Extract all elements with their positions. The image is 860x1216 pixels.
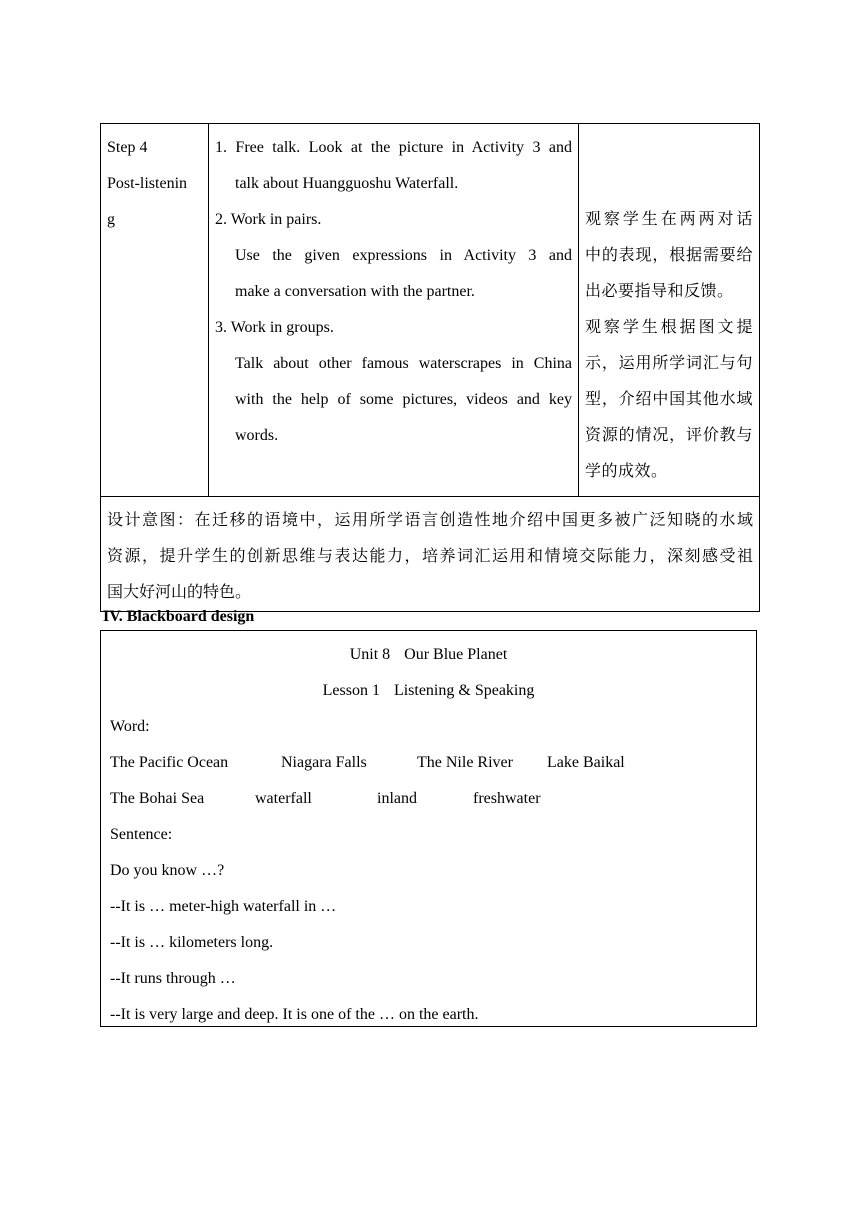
words-row <box>110 781 747 817</box>
activity-line: Use the given expressions in Activity 3 and <box>235 247 572 264</box>
lesson-title: Listening & Speaking <box>393 682 535 699</box>
evaluation-cell <box>579 124 760 497</box>
design-intent-line: 资源，提升学生的创新思维与表达能力，培养词汇运用和情境交际能力，深刻感受祖 <box>107 548 753 565</box>
step-label: Step 4 <box>107 139 148 156</box>
evaluation-line: 型，介绍中国其他水域 <box>585 391 753 408</box>
sentence-line: --It is very large and deep. It is one of the … on the earth. <box>110 1006 479 1023</box>
word-item: The Nile River <box>417 754 513 771</box>
word-item: Niagara Falls <box>281 754 367 771</box>
sentence-label: Sentence: <box>110 826 173 843</box>
activity-line: words. <box>235 427 279 444</box>
evaluation-spacer <box>585 166 753 202</box>
unit-title-line <box>110 637 747 673</box>
step-4-row <box>101 124 760 497</box>
unit-label: Unit 8 <box>349 646 391 663</box>
activity-line: 1. Free talk. Look at the picture in Activity 3 and <box>215 139 572 156</box>
evaluation-line: 资源的情况，评价教与 <box>585 427 753 444</box>
design-intent-line: 国大好河山的特色。 <box>107 584 252 601</box>
sentence-line: Do you know …? <box>110 862 225 879</box>
design-intent-cell <box>101 497 760 612</box>
design-intent-row <box>101 497 760 612</box>
step-name: Post-listenin <box>107 175 188 192</box>
blackboard-design-box <box>100 630 757 1027</box>
evaluation-line: 观察学生根据图文提 <box>585 319 753 336</box>
step-cell <box>101 124 209 497</box>
word-item: Lake Baikal <box>547 754 625 771</box>
activities-cell <box>209 124 579 497</box>
word-item: The Bohai Sea <box>110 790 205 807</box>
word-label: Word: <box>110 718 150 735</box>
unit-title: Our Blue Planet <box>404 646 508 663</box>
lesson-title-line <box>110 673 747 709</box>
evaluation-line: 中的表现，根据需要给 <box>585 247 753 264</box>
activity-spacer <box>215 454 572 490</box>
activity-line: 3. Work in groups. <box>215 319 334 336</box>
evaluation-spacer <box>585 130 753 166</box>
evaluation-line: 学的成效。 <box>585 463 668 480</box>
activity-line: 2. Work in pairs. <box>215 211 322 228</box>
sentence-line: --It is … meter-high waterfall in … <box>110 898 337 915</box>
section-heading: IV. Blackboard design <box>103 608 255 625</box>
evaluation-line: 出必要指导和反馈。 <box>585 283 734 300</box>
word-item: waterfall <box>255 790 312 807</box>
word-item: The Pacific Ocean <box>110 754 229 771</box>
lesson-label: Lesson 1 <box>322 682 380 699</box>
teaching-procedure-table <box>100 123 760 612</box>
activity-line: talk about Huangguoshu Waterfall. <box>235 175 459 192</box>
sentence-line: --It is … kilometers long. <box>110 934 274 951</box>
design-intent-line: 设计意图：在迁移的语境中，运用所学语言创造性地介绍中国更多被广泛知晓的水域 <box>107 512 753 529</box>
evaluation-line: 观察学生在两两对话 <box>585 211 753 228</box>
activity-line: make a conversation with the partner. <box>235 283 475 300</box>
step-name-cont: g <box>107 211 115 228</box>
words-row <box>110 745 747 781</box>
activity-line: with the help of some pictures, videos and key <box>235 391 572 408</box>
word-item: inland <box>377 790 417 807</box>
activity-line: Talk about other famous waterscrapes in China <box>235 355 572 372</box>
evaluation-line: 示，运用所学词汇与句 <box>585 355 753 372</box>
sentence-line: --It runs through … <box>110 970 236 987</box>
word-item: freshwater <box>473 790 541 807</box>
